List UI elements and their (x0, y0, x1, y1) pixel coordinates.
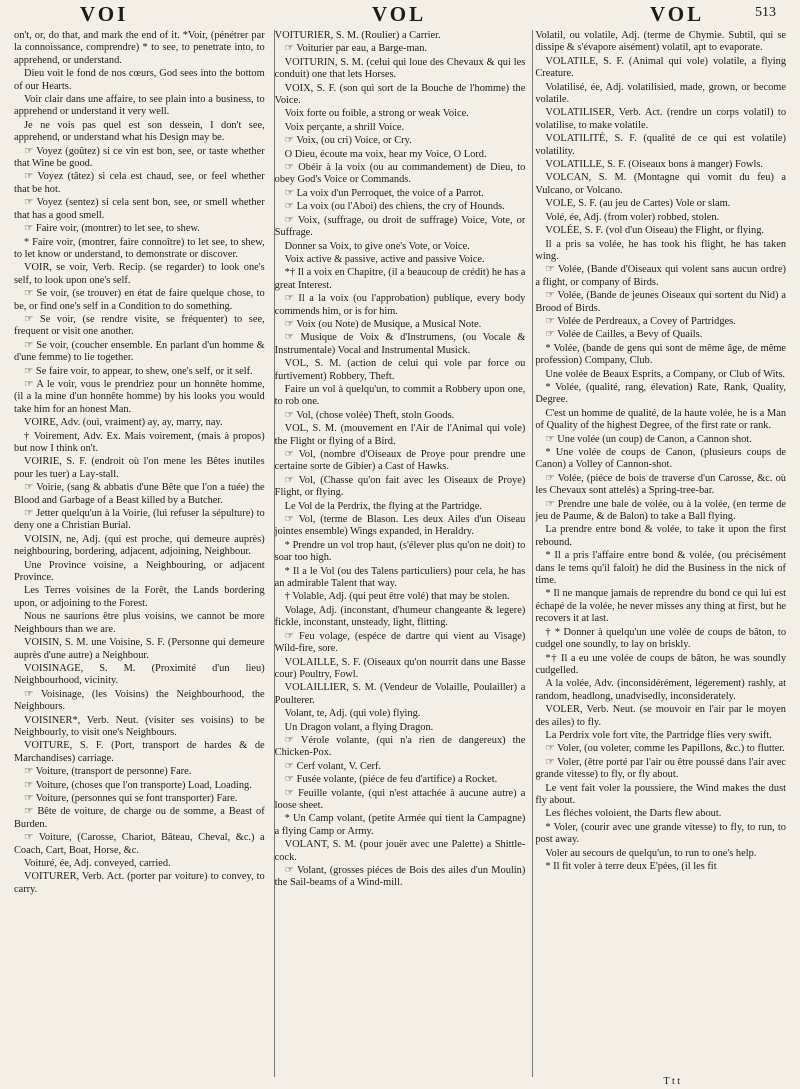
dictionary-entry: VOITURIER, S. M. (Roulier) a Carrier. (274, 30, 441, 41)
dictionary-entry: * Prendre un vol trop haut, (s'élever plus qu'on ne doit) to soar too high. (274, 539, 526, 564)
dictionary-entry: Voler au secours de quelqu'un, to run to one's help. (545, 847, 757, 859)
dictionary-entry: VOISINAGE, S. M. (Proximité d'un lieu) Neighbourhood, vicinity. (14, 662, 265, 687)
dictionary-entry: VOIRE, Adv. (oui, vraiment) ay, ay, marry, nay. (24, 417, 223, 429)
dictionary-entry: ☞ Volée, (Bande de jeunes Oiseaux qui sortent du Nid) a Brood of Birds. (535, 290, 787, 314)
dictionary-entry: ☞ Voler, (ou voleter, comme les Papillons, &c.) to flutter. (545, 743, 785, 755)
dictionary-entry: † * Donner à quelqu'un une volée de coups de bâton, to cudgel one soundly, to lay on briskly. (535, 626, 787, 651)
dictionary-entry: Faire un vol à quelqu'un, to commit a Robbery upon one, to rob one. (274, 383, 526, 408)
dictionary-entry: Voix active & passive, active and passive Voice. (284, 253, 485, 265)
dictionary-entry: VOLANT, S. M. (pour jouër avec une Palette) a Shittle-cock. (274, 839, 526, 863)
dictionary-entry: VOITURER, Verb. Act. (porter par voiture) to convey, to carry. (14, 871, 265, 895)
running-head-left: VOI (80, 2, 129, 26)
dictionary-entry: Le Vol de la Perdrix, the flying at the Partridge. (284, 500, 482, 512)
dictionary-entry: ☞ Voix, (ou cri) Voice, or Cry. (284, 135, 412, 147)
dictionary-entry: VOLCAN, S. M. (Montagne qui vomit du feu) a Vulcano, or Volcano. (535, 172, 787, 196)
dictionary-entry: * Une volée de coups de Canon, (plusieurs coups de Canon) a Volley of Cannon-shot. (535, 447, 787, 471)
dictionary-entry: ☞ Voler, (être porté par l'air ou être poussé dans l'air avec grande vitesse) to fly, or fly about. (535, 756, 787, 781)
dictionary-entry: Un Dragon volant, a flying Dragon. (284, 721, 434, 733)
dictionary-entry: ☞ Feuille volante, (qui n'est attachée à aucune autre) a loose sheet. (274, 787, 526, 811)
dictionary-entry: ☞ Voisinage, (les Voisins) the Neighbourhood, the Neighbours. (14, 688, 265, 713)
dictionary-entry: VOISINER*, Verb. Neut. (visiter ses voisins) to be Neighbourly, to visit one's Neighbours. (14, 714, 265, 738)
dictionary-entry: ☞ A le voir, vous le prendriez pour un honnête homme, (il a la mine d'un honnête homme) by his looks you would take him for an honest Man. (14, 378, 265, 415)
dictionary-entry: ☞ Vol, (chose volée) Theft, stoln Goods. (284, 409, 455, 421)
dictionary-entry: Voix forte ou foible, a strong or weak Voice. (284, 108, 469, 120)
dictionary-entry: VOLER, Verb. Neut. (se mouvoir en l'air par le moyen des ailes) to fly. (535, 704, 787, 728)
dictionary-entry: ☞ Volant, (grosses piéces de Bois des ailes d'un Moulin) the Sail-beams of a Wind-mill. (274, 865, 526, 889)
dictionary-entry: ☞ Musique de Voix & d'Instrumens, (ou Vocale & Instrumentale) Vocal and Instrumental Musick. (274, 332, 526, 356)
dictionary-entry: ☞ Voirie, (sang & abbatis d'une Bête que l'on a tuée) the Blood and Garbage of a Beast killed by a Butcher. (14, 482, 265, 506)
dictionary-entry: Nous ne saurions être plus voisins, we cannot be more Neighbours than we are. (14, 611, 265, 635)
dictionary-entry: ☞ Volée, (Bande d'Oiseaux qui volent sans aucun ordre) a flight, or company of Birds. (535, 264, 787, 288)
dictionary-entry: ☞ Se voir, (se trouver) en état de faire quelque chose, to be, or find one's self in a Condition to do something. (14, 288, 265, 312)
signature-mark: T t t (663, 1076, 680, 1087)
dictionary-entry: VOLATILLE, S. F. (Oiseaux bons à manger) Fowls. (545, 159, 763, 171)
dictionary-entry: ☞ Voyez (sentez) si cela sent bon, see, or smell whether that has a good smell. (14, 197, 265, 221)
dictionary-entry: ☞ Se voir, (se rendre visite, se fréquenter) to see, frequent or visit one another. (14, 313, 265, 338)
dictionary-entry: † Volable, Adj. (qui peut être volé) that may be stolen. (284, 591, 510, 603)
dictionary-entry: VOIX, S. F. (son qui sort de la Bouche de l'homme) the Voice. (274, 82, 526, 107)
dictionary-entry: ☞ Voyez (tâtez) si cela est chaud, see, or feel whether that be hot. (14, 171, 265, 195)
dictionary-entry: VOISIN, S. M. une Voisine, S. F. (Personne qui demeure auprès d'une autre) a Neighbour. (14, 637, 265, 661)
dictionary-entry: VOLÉE, S. F. (vol d'un Oiseau) the Flight, or flying. (545, 225, 764, 237)
dictionary-entry: * Il ne manque jamais de reprendre du bond ce qui lui est échapé de la volée, he never misses any thing at first, but he recovers it at last. (535, 588, 787, 625)
dictionary-entry: * Volée, (bande de gens qui sont de même âge, de même profession) Company, Club. (535, 342, 787, 367)
dictionary-entry: * Il a le Vol (ou des Talens particuliers) pour cela, he has an admirable Talent that way. (274, 565, 526, 590)
dictionary-entry: * Voler, (courir avec une grande vitesse) to fly, to run, to post away. (535, 821, 787, 846)
dictionary-entry: ☞ Se voir, (coucher ensemble. En parlant d'un homme & d'une femme) to lie together. (14, 339, 265, 364)
dictionary-entry: VOLE, S. F. (au jeu de Cartes) Vole or slam. (545, 198, 731, 210)
dictionary-entry: ☞ Bête de voiture, de charge ou de somme, a Beast of Burden. (14, 806, 265, 830)
dictionary-entry: ☞ Volée de Perdreaux, a Covey of Partridges. (545, 315, 736, 327)
dictionary-entry: VOL, S. M. (mouvement en l'Air de l'Animal qui vole) the Flight or flying of a Bird. (274, 423, 526, 447)
dictionary-entry: ☞ Obéir à la voix (ou au commandement) de Dieu, to obey God's Voice or Commands. (274, 162, 526, 186)
dictionary-entry: ☞ Faire voir, (montrer) to let see, to shew. (24, 223, 200, 235)
dictionary-entry: † Voirement, Adv. Ex. Mais voirement, (mais à propos) but now I think on't. (14, 430, 265, 454)
dictionary-entry: Voituré, ée, Adj. conveyed, carried. (24, 858, 171, 869)
dictionary-entry: ☞ Il a la voix (ou l'approbation) publique, every body commends him, or is for him. (274, 293, 526, 317)
dictionary-entry: ☞ Vol, (nombre d'Oiseaux de Proye pour prendre une certaine sorte de Gibier) a Cast of Hawks. (274, 449, 526, 473)
dictionary-entry: ☞ Voiture, (personnes qui se font transporter) Fare. (24, 792, 238, 804)
dictionary-entry: Les Terres voisines de la Forêt, the Lands bordering upon, or adjoining to the Forest. (14, 585, 265, 609)
column-left (14, 30, 265, 1079)
dictionary-entry: Volatil, ou volatile, Adj. (terme de Chymie. Subtil, qui se dissipe & s'évapore aisément) volatil, apt to evaporate. (535, 30, 787, 54)
page-number: 513 (755, 5, 776, 20)
dictionary-entry: * Il a pris l'affaire entre bond & volée, (ou précisément dans le tems qu'il faloit) he did the Business in the nick of time. (535, 550, 787, 587)
dictionary-entry: ☞ Jetter quelqu'un à la Voirie, (lui refuser la sépulture) to deny one a Christian Burial. (14, 508, 265, 532)
dictionary-entry: Volage, Adj. (inconstant, d'humeur changeante & legere) fickle, inconstant, unsteady, light, flitting. (274, 604, 526, 629)
dictionary-entry: O Dieu, écoute ma voix, hear my Voice, O Lord. (284, 148, 487, 160)
dictionary-entry: ☞ Cerf volant, V. Cerf. (284, 760, 382, 772)
dictionary-entry: ☞ Une volée (un coup) de Canon, a Cannon shot. (545, 433, 752, 445)
dictionary-entry: * Un Camp volant, (petite Armée qui tient la Campagne) a flying Camp or Army. (274, 813, 526, 837)
dictionary-entry: ☞ Voiture, (Carosse, Chariot, Bâteau, Cheval, &c.) a Coach, Cart, Boat, Horse, &c. (14, 832, 265, 856)
dictionary-entry: VOL, S. M. (action de celui qui vole par force ou furtivement) Robbery, Theft. (274, 358, 526, 382)
dictionary-columns (14, 30, 786, 1079)
dictionary-entry: ☞ Fusée volante, (piéce de feu d'artifice) a Rocket. (284, 774, 498, 786)
dictionary-entry: Voix perçante, a shrill Voice. (284, 121, 405, 133)
dictionary-entry: VOLATILISER, Verb. Act. (rendre un corps volatil) to volatilise, to make volatile. (535, 107, 787, 131)
dictionary-entry: Donner sa Voix, to give one's Vote, or Voice. (284, 240, 470, 252)
dictionary-entry: ☞ La voix (ou l'Aboi) des chiens, the cry of Hounds. (284, 201, 505, 213)
dictionary-entry: ☞ Prendre une bale de volée, ou à la volée, (en terme de jeu de Paume, & de Balon) to take a Ball flying. (535, 498, 787, 523)
dictionary-entry: ☞ Vol, (terme de Blason. Les deux Ailes d'un Oiseau jointes ensemble) Wings expanded, in Heraldry. (274, 514, 526, 538)
dictionary-entry: on't, or, do that, and mark the end of it. *Voir, (pénétrer par la connoissance, comprendre) * to see, to penetrate into, to apprehend, or understand. (14, 30, 265, 66)
dictionary-entry: ☞ Voiture, (transport de personne) Fare. (24, 766, 192, 778)
dictionary-entry: Une Province voisine, a Neighbouring, or adjacent Province. (14, 559, 265, 584)
dictionary-entry: VOLATILITÉ, S. F. (qualité de ce qui est volatile) volatility. (535, 133, 787, 157)
dictionary-entry: *† Il a eu une volée de coups de bâton, he was soundly cudgelled. (535, 652, 787, 676)
dictionary-entry: VOIRIE, S. F. (endroit où l'on mene les Bêtes inutiles pour les tuer) a Lay-stall. (14, 456, 265, 480)
dictionary-entry: ☞ Voix (ou Note) de Musique, a Musical Note. (284, 318, 482, 330)
dictionary-entry: VOLAILLE, S. F. (Oiseaux qu'on nourrit dans une Basse cour) Poultry, Fowl. (274, 656, 526, 680)
dictionary-entry: VOLAILLIER, S. M. (Vendeur de Volaille, Poulailler) a Poulterer. (274, 682, 526, 706)
dictionary-entry: * Il fit voler à terre deux E'pées, (il les fit (545, 861, 717, 872)
dictionary-entry: ☞ Voyez (goûtez) si ce vin est bon, see, or taste whether that Wine be good. (14, 145, 265, 170)
dictionary-entry: La Perdrix vole fort vîte, the Partridge flies very swift. (545, 729, 772, 741)
column-center (275, 30, 526, 1079)
dictionary-entry: C'est un homme de qualité, de la haute volée, he is a Man of Quality of the highest Degree, of the first rate or rank. (535, 407, 787, 432)
dictionary-entry: ☞ Vérole volante, (qui n'a rien de dangereux) the Chicken-Pox. (274, 734, 526, 759)
column-right (535, 30, 786, 1079)
dictionary-entry: Volatilisé, ée, Adj. volatilisied, made, grown, or become volatile. (535, 81, 787, 106)
dictionary-entry: ☞ Voiturier par eau, a Barge-man. (284, 43, 427, 55)
dictionary-entry: VOLATILE, S. F. (Animal qui vole) volatile, a flying Creature. (535, 55, 787, 80)
dictionary-entry: Dieu voit le fond de nos cœurs, God sees into the bottom of our Hearts. (14, 68, 265, 92)
dictionary-entry: Je ne vois pas quel est son dessein, I don't see, apprehend, or understand what his Design may be. (14, 119, 265, 144)
dictionary-entry: * Volée, (qualité, rang, élevation) Rate, Rank, Quality, Degree. (535, 381, 787, 406)
dictionary-entry: Le vent fait voler la poussiere, the Wind makes the dust fly about. (535, 782, 787, 806)
dictionary-entry: ☞ Voix, (suffrage, ou droit de suffrage) Voice, Vote, or Suffrage. (274, 214, 526, 239)
dictionary-entry: ☞ Volée, (piéce de bois de traverse d'un Carosse, &c. où les Chevaux sont attelés) a Spring-tree-bar. (535, 472, 787, 497)
dictionary-entry: ☞ Voiture, (choses que l'on transporte) Load, Loading. (24, 779, 252, 791)
dictionary-entry: * Faire voir, (montrer, faire connoître) to let see, to shew, to let know or understand, to demonstrate or discover. (14, 236, 265, 260)
running-head-center: VOL (372, 2, 427, 26)
page-header (0, 0, 800, 26)
dictionary-entry: VOIR, se voir, Verb. Recip. (se regarder) to look one's self, to look upon one's self. (14, 262, 265, 286)
dictionary-entry: Volé, ée, Adj. (from voler) robbed, stolen. (545, 211, 720, 223)
dictionary-entry: VOISIN, ne, Adj. (qui est proche, qui demeure auprès) neighbouring, bordering, adjacent, adjoining, Neighbour. (14, 533, 265, 558)
dictionary-entry: Volant, te, Adj. (qui vole) flying. (284, 708, 421, 720)
dictionary-entry: La prendre entre bond & volée, to take it upon the first rebound. (535, 524, 787, 548)
dictionary-entry: Une volée de Beaux Esprits, a Company, or Club of Wits. (545, 368, 786, 380)
dictionary-entry: VOITURIN, S. M. (celui qui loue des Chevaux & qui les conduit) one that lets Horses. (274, 56, 526, 81)
dictionary-entry: Voir clair dans une affaire, to see plain into a business, to apprehend or understand it very well. (14, 94, 265, 118)
dictionary-entry: ☞ Volée de Cailles, a Bevy of Quails. (545, 329, 703, 341)
dictionary-entry: ☞ La voix d'un Perroquet, the voice of a Parrot. (284, 187, 484, 199)
dictionary-entry: A la volée, Adv. (inconsidérément, légerement) rashly, at random, headlong, unadvisedly, inconsiderately. (535, 678, 787, 702)
dictionary-entry: *† Il a voix en Chapitre, (il a beaucoup de crédit) he has a great Interest. (274, 267, 526, 291)
dictionary-entry: Il a pris sa volée, he has took his flight, he has taken wing. (535, 238, 787, 262)
running-head-right: VOL (650, 2, 705, 26)
dictionary-entry: ☞ Se faire voir, to appear, to shew, one's self, or it self. (24, 365, 253, 377)
dictionary-entry: ☞ Feu volage, (espéce de dartre qui vient au Visage) Wild-fire, sore. (274, 630, 526, 655)
dictionary-entry: ☞ Vol, (Chasse qu'on fait avec les Oiseaux de Proye) Flight, or flying. (274, 474, 526, 499)
dictionary-entry: Les fléches voloient, the Darts flew about. (545, 808, 722, 820)
dictionary-entry: VOITURE, S. F. (Port, transport de hardes & de Marchandises) carriage. (14, 740, 265, 764)
